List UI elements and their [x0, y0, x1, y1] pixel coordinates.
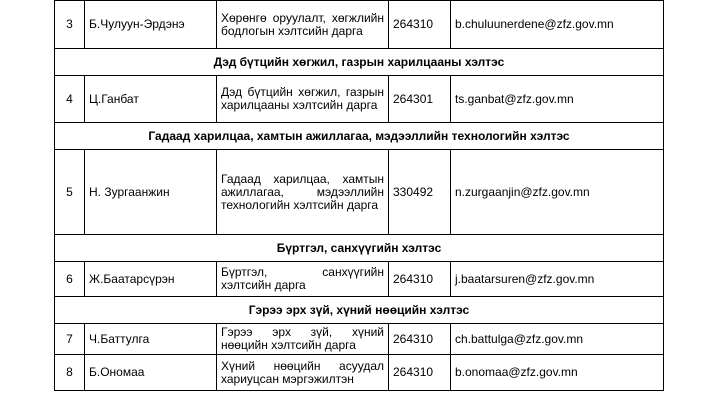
job-position: Гадаад харилцаа, хамтын ажиллагаа, мэдээллийн технологийн хэлтсийн дарга: [217, 150, 389, 235]
row-number: 6: [55, 262, 85, 297]
table-row: [55, 355, 664, 391]
phone-number: 264310: [389, 1, 451, 49]
row-number: 3: [55, 1, 85, 49]
section-title: Гэрээ эрх зүй, хүний нөөцийн хэлтэс: [55, 297, 664, 324]
section-header-row: [55, 49, 664, 76]
section-header-row: [55, 123, 664, 150]
row-number: 4: [55, 76, 85, 123]
phone-number: 330492: [389, 150, 451, 235]
section-title: Дэд бүтцийн хөгжил, газрын харилцааны хэлтэс: [55, 49, 664, 76]
staff-contact-table: [54, 0, 664, 391]
employee-name: Ч.Баттулга: [85, 324, 217, 355]
email-address[interactable]: ts.ganbat@zfz.gov.mn: [451, 76, 664, 123]
employee-name: Ц.Ганбат: [85, 76, 217, 123]
phone-number: 264301: [389, 76, 451, 123]
job-position: Хүний нөөцийн асуудал хариуцсан мэргэжилтэн: [217, 355, 389, 391]
employee-name: Н. Зургаанжин: [85, 150, 217, 235]
email-address[interactable]: b.chuluunerdene@zfz.gov.mn: [451, 1, 664, 49]
phone-number: 264310: [389, 324, 451, 355]
employee-name: Б.Чулуун-Эрдэнэ: [85, 1, 217, 49]
job-position: Гэрээ эрх зүй, хүний нөөцийн хэлтсийн дарга: [217, 324, 389, 355]
row-number: 8: [55, 355, 85, 391]
employee-name: Ж.Баатарсүрэн: [85, 262, 217, 297]
email-address[interactable]: n.zurgaanjin@zfz.gov.mn: [451, 150, 664, 235]
email-address[interactable]: j.baatarsuren@zfz.gov.mn: [451, 262, 664, 297]
row-number: 5: [55, 150, 85, 235]
section-title: Гадаад харилцаа, хамтын ажиллагаа, мэдээллийн технологийн хэлтэс: [55, 123, 664, 150]
phone-number: 264310: [389, 355, 451, 391]
table-row: [55, 76, 664, 123]
job-position: Бүртгэл, санхүүгийн хэлтсийн дарга: [217, 262, 389, 297]
table-row: [55, 1, 664, 49]
section-header-row: [55, 235, 664, 262]
table-row: [55, 262, 664, 297]
email-address[interactable]: b.onomaa@zfz.gov.mn: [451, 355, 664, 391]
phone-number: 264310: [389, 262, 451, 297]
employee-name: Б.Ономаа: [85, 355, 217, 391]
job-position: Хөрөнгө оруулалт, хөгжлийн бодлогын хэлтсийн дарга: [217, 1, 389, 49]
section-header-row: [55, 297, 664, 324]
section-title: Бүртгэл, санхүүгийн хэлтэс: [55, 235, 664, 262]
row-number: 7: [55, 324, 85, 355]
table-row: [55, 324, 664, 355]
table-row: [55, 150, 664, 235]
email-address[interactable]: ch.battulga@zfz.gov.mn: [451, 324, 664, 355]
job-position: Дэд бүтцийн хөгжил, газрын харилцааны хэлтсийн дарга: [217, 76, 389, 123]
